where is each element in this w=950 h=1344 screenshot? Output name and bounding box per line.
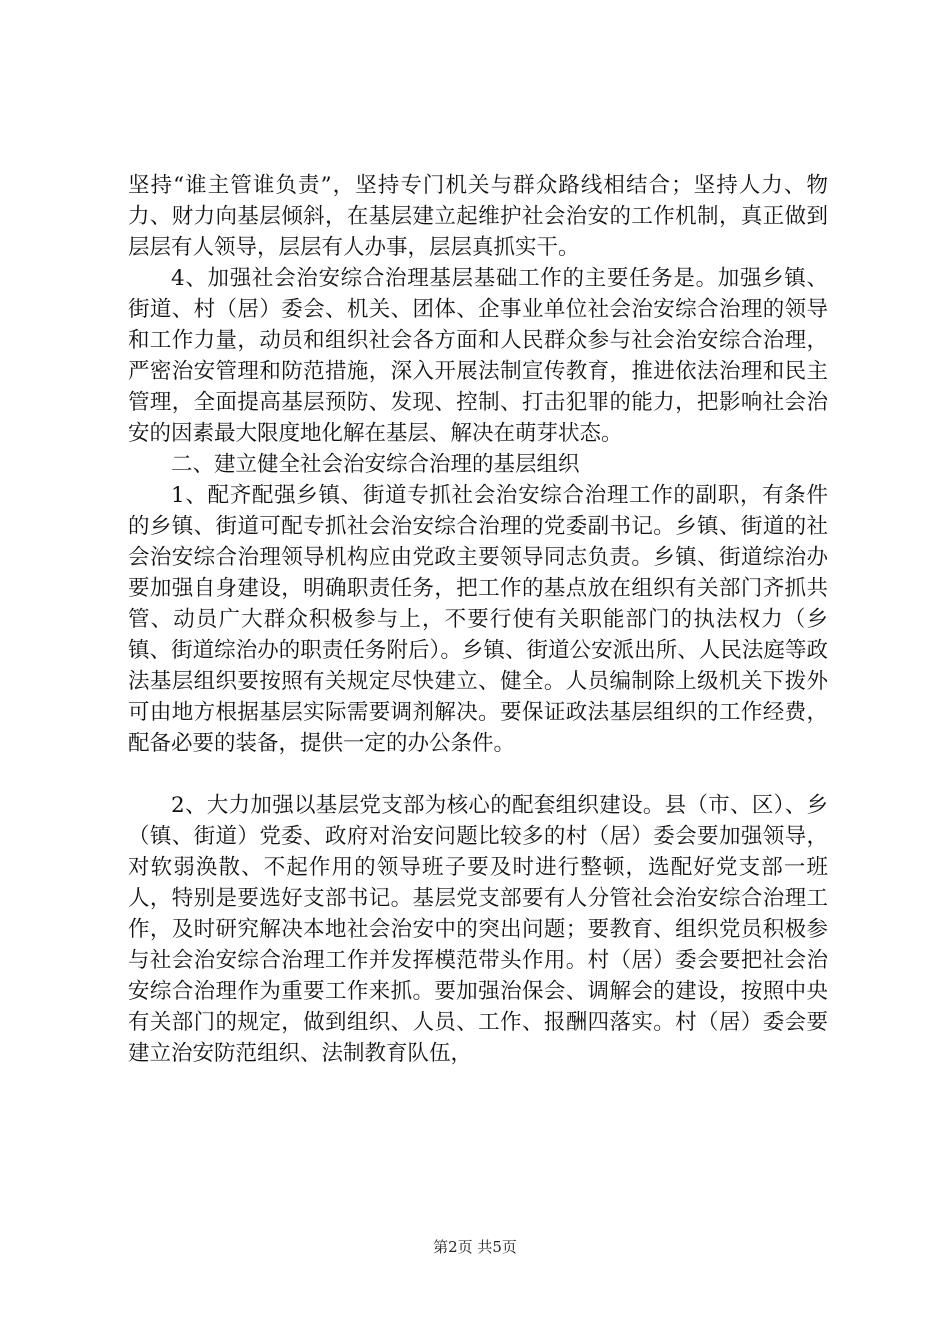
section-heading-2: 二、建立健全社会治安综合治理的基层组织 bbox=[171, 452, 580, 477]
paragraph-item-2: 2、大力加强以基层党支部为核心的配套组织建设。县（市、区）、乡（镇、街道）党委、政府对治安问题比较多的村（居）委会要加强领导，对软弱涣散、不起作用的领导班子要及时进行整顿，选配好党支部一班人，特别是要选好支部书记。基层党支部要有人分管社会治安综合治理工作，及时研究解决本地社会治安中的突出问题；要教育、组织党员积极参与社会治安综合治理工作并发挥模范带头作用。村（居）委会要把社会治安综合治理作为重要工作来抓。要加强治保会、调解会的建设，按照中央有关部门的规定，做到组织、人员、工作、报酬四落实。村（居）委会要建立治安防范组织、法制教育队伍， bbox=[128, 793, 828, 1066]
paragraph-continuation: 坚持“谁主管谁负责”，坚持专门机关与群众路线相结合；坚持人力、物力、财力向基层倾斜，在基层建立起维护社会治安的工作机制，真正做到层层有人领导，层层有人办事，层层真抓实干。 bbox=[128, 173, 828, 260]
paragraph-item-4: 4、加强社会治安综合治理基层基础工作的主要任务是。加强乡镇、街道、村（居）委会、机关、团体、企事业单位社会治安综合治理的领导和工作力量，动员和组织社会各方面和人民群众参与社会治安综合治理，严密治安管理和防范措施，深入开展法制宣传教育，推进依法治理和民主管理，全面提高基层预防、发现、控制、打击犯罪的能力，把影响社会治安的因素最大限度地化解在基层、解决在萌芽状态。 bbox=[128, 266, 828, 446]
document-body bbox=[128, 170, 828, 1069]
paragraph-item-1: 1、配齐配强乡镇、街道专抓社会治安综合治理工作的副职，有条件的乡镇、街道可配专抓社会治安综合治理的党委副书记。乡镇、街道的社会治安综合治理领导机构应由党政主要领导同志负责。乡镇、街道综治办要加强自身建设，明确职责任务，把工作的基点放在组织有关部门齐抓共管、动员广大群众积极参与上，不要行使有关职能部门的执法权力（乡镇、街道综治办的职责任务附后）。乡镇、街道公安派出所、人民法庭等政法基层组织要按照有关规定尽快建立、健全。人员编制除上级机关下拨外可由地方根据基层实际需要调剂解决。要保证政法基层组织的工作经费，配备必要的装备，提供一定的办公条件。 bbox=[128, 483, 828, 756]
page-footer: 第2页 共5页 bbox=[433, 1238, 517, 1256]
